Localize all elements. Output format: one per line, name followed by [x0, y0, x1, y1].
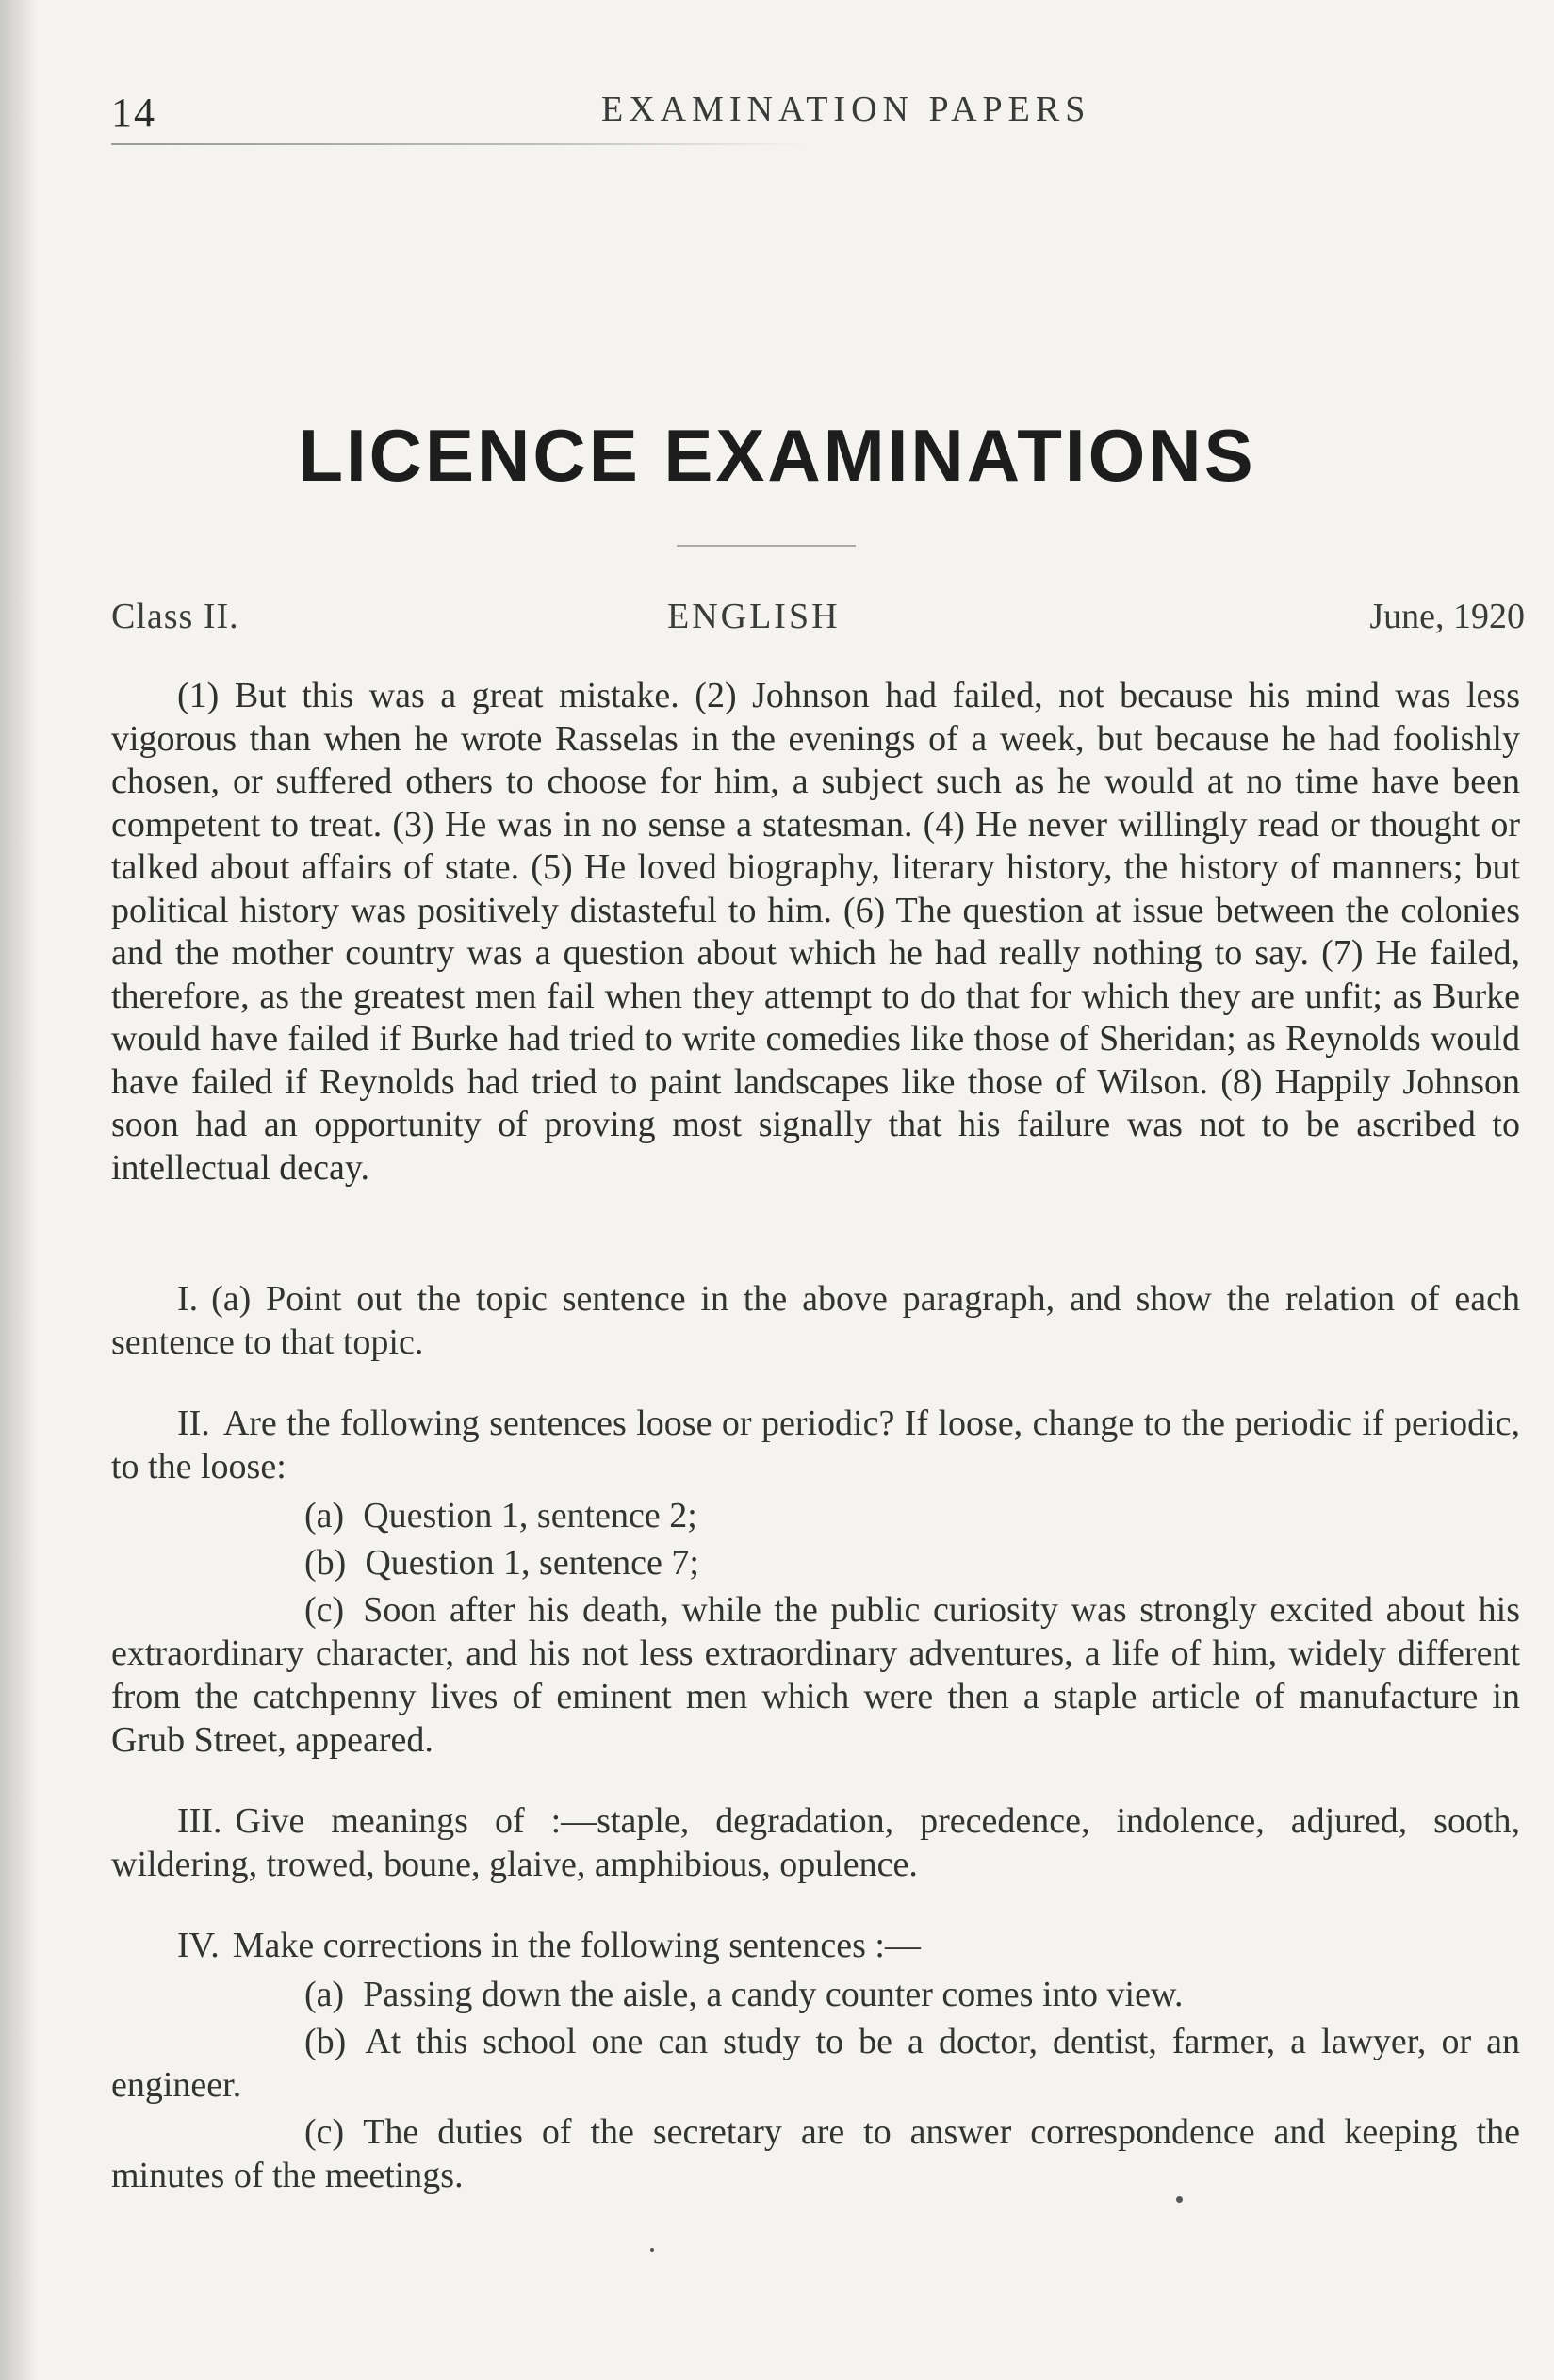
question-2 [111, 1402, 1520, 1762]
question-number: I. [177, 1279, 199, 1319]
running-header [111, 79, 1534, 136]
item-label: (b) [304, 2022, 347, 2061]
item-text: At this school one can study to be a doctor, dentist, farmer, a lawyer, or an engineer. [111, 2022, 1520, 2105]
header-rule [111, 143, 809, 145]
subject-label: ENGLISH [667, 597, 841, 636]
question-3 [111, 1799, 1520, 1886]
question-number: II. [177, 1403, 210, 1443]
question-text: Are the following sentences loose or periodic? If loose, change to the periodic if periodic, to the loose: [111, 1403, 1520, 1486]
question-4-item-b [111, 2020, 1520, 2107]
page-edge-shadow [0, 0, 38, 2380]
question-number: IV. [177, 1926, 220, 1965]
question-1 [111, 1277, 1520, 1364]
ink-speck [650, 2248, 654, 2252]
page-number: 14 [111, 90, 156, 136]
question-4-item-c [111, 2110, 1520, 2197]
page-title: LICENCE EXAMINATIONS [298, 414, 1256, 497]
item-label: (a) [304, 1496, 345, 1535]
question-4-stem [111, 1924, 1520, 1967]
exam-date: June, 1920 [1369, 597, 1525, 636]
item-label: (c) [304, 1590, 345, 1630]
question-2-item-b [111, 1541, 1520, 1584]
item-text: Passing down the aisle, a candy counter comes into view. [363, 1975, 1184, 2014]
exam-info-row [111, 596, 1525, 643]
question-text: (a) Point out the topic sentence in the above paragraph, and show the relation of each sentence to that topic. [111, 1279, 1520, 1362]
item-label: (b) [304, 1543, 347, 1583]
question-4-item-a [111, 1973, 1520, 2016]
item-text: Question 1, sentence 7; [365, 1543, 699, 1583]
question-2-stem [111, 1402, 1520, 1488]
question-4 [111, 1924, 1520, 2197]
passage-text: (1) But this was a great mistake. (2) Johnson had failed, not because his mind was less vigorous than when he wrote Rasselas in the evenings of a week, but because he had foolishly chosen, or suffered others to choose for him, a subject such as he would at no time have been competent to treat. (3) He was in no sense a statesman. (4) He never willingly read or thought or talked about affairs of state. (5) He loved biography, literary history, the history of manners; but political history was positively distasteful to him. (6) The question at issue between the colonies and the mother country was a question about which he had really nothing to say. (7) He failed, therefore, as the greatest men fail when they attempt to do that for which they are unfit; as Burke would have failed if Burke had tried to write comedies like those of Sheridan; as Reynolds would have failed if Reynolds had tried to paint landscapes like those of Wilson. (8) Happily Johnson soon had an opportunity of proving most signally that his failure was not to be ascribed to intellectual decay. [111, 676, 1520, 1188]
question-2-item-a [111, 1494, 1520, 1537]
ink-speck [1176, 2196, 1183, 2203]
item-label: (c) [304, 2112, 345, 2152]
running-title: EXAMINATION PAPERS [601, 90, 1091, 129]
question-text: Give meanings of :—staple, degradation, precedence, indolence, adjured, sooth, wildering, trowed, boune, glaive, amphibious, opulence. [111, 1801, 1520, 1884]
questions-section [111, 1277, 1520, 2235]
question-2-item-c [111, 1588, 1520, 1762]
item-label: (a) [304, 1975, 345, 2014]
question-number: III. [177, 1801, 222, 1841]
passage [111, 675, 1520, 1190]
title-rule [677, 545, 856, 547]
class-label: Class II. [111, 597, 239, 636]
item-text: The duties of the secretary are to answer correspondence and keeping the minutes of the meetings. [111, 2112, 1520, 2195]
item-text: Question 1, sentence 2; [363, 1496, 697, 1535]
item-text: Soon after his death, while the public curiosity was strongly excited about his extraordinary character, and his not less extraordinary adventures, a life of him, widely different from the catchpenny lives of eminent men which were then a staple article of manufacture in Grub Street, appeared. [111, 1590, 1520, 1760]
question-text: Make corrections in the following sentences :— [232, 1926, 921, 1965]
